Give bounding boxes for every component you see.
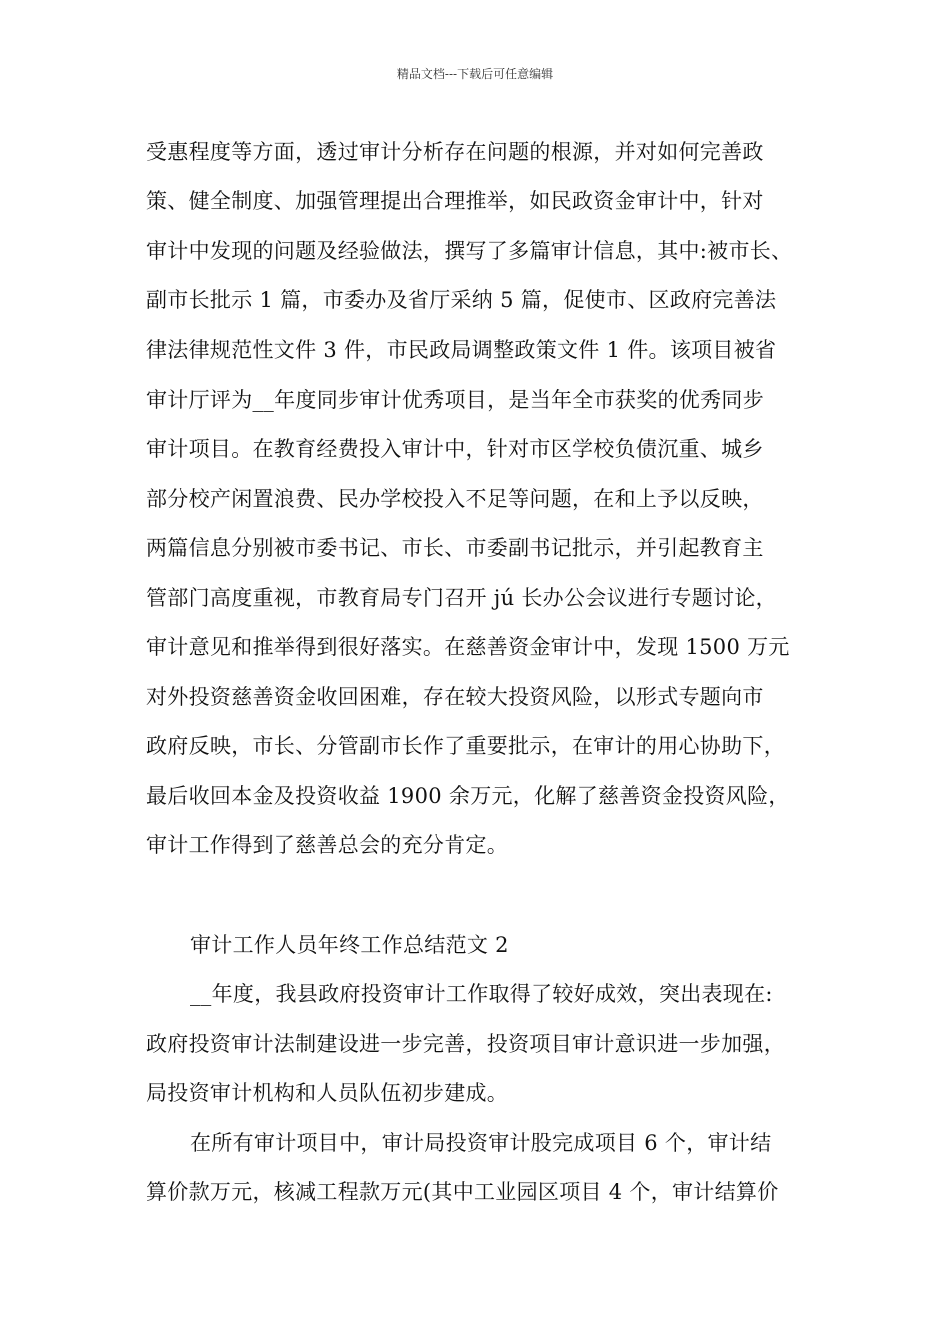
paragraph-line: 策、健全制度、加强管理提出合理推举，如民政资金审计中，针对 (146, 189, 764, 213)
paragraph-line: __年度，我县政府投资审计工作取得了较好成效，突出表现在: (190, 982, 773, 1006)
paragraph-line: 审计厅评为__年度同步审计优秀项目，是当年全市获奖的优秀同步 (146, 388, 764, 412)
paragraph-line: 两篇信息分别被市委书记、市长、市委副书记批示，并引起教育主 (146, 536, 764, 560)
paragraph-line: 副市长批示 1 篇，市委办及省厅采纳 5 篇，促使市、区政府完善法 (146, 288, 777, 312)
paragraph-line: 在所有审计项目中，审计局投资审计股完成项目 6 个，审计结 (190, 1131, 772, 1155)
paragraph-line: 审计中发现的问题及经验做法，撰写了多篇审计信息，其中:被市长、 (146, 239, 793, 263)
paragraph-line: 受惠程度等方面，透过审计分析存在问题的根源，并对如何完善政 (146, 140, 764, 164)
paragraph-line: 局投资审计机构和人员队伍初步建成。 (146, 1081, 509, 1105)
paragraph-line: 管部门高度重视，市教育局专门召开 jú 长办公会议进行专题讨论， (146, 586, 777, 610)
paragraph-line: 部分校产闲置浪费、民办学校投入不足等问题，在和上予以反映， (146, 487, 764, 511)
paragraph-line: 审计工作得到了慈善总会的充分肯定。 (146, 833, 509, 857)
page-header: 精品文档---下载后可任意编辑 (396, 67, 554, 81)
paragraph-line: 政府投资审计法制建设进一步完善，投资项目审计意识进一步加强， (146, 1032, 785, 1056)
paragraph-line: 政府反映，市长、分管副市长作了重要批示，在审计的用心协助下， (146, 734, 785, 758)
paragraph-line: 审计意见和推举得到很好落实。在慈善资金审计中，发现 1500 万元 (146, 635, 790, 659)
section-heading: 审计工作人员年终工作总结范文 2 (190, 933, 509, 957)
paragraph-line: 审计项目。在教育经费投入审计中，针对市区学校负债沉重、城乡 (146, 437, 764, 461)
paragraph-line: 对外投资慈善资金收回困难，存在较大投资风险，以形式专题向市 (146, 685, 764, 709)
paragraph-line: 算价款万元，核减工程款万元(其中工业园区项目 4 个，审计结算价 (146, 1180, 779, 1204)
paragraph-line: 最后收回本金及投资收益 1900 余万元，化解了慈善资金投资风险， (146, 784, 790, 808)
paragraph-line: 律法律规范性文件 3 件，市民政局调整政策文件 1 件。该项目被省 (146, 338, 777, 362)
